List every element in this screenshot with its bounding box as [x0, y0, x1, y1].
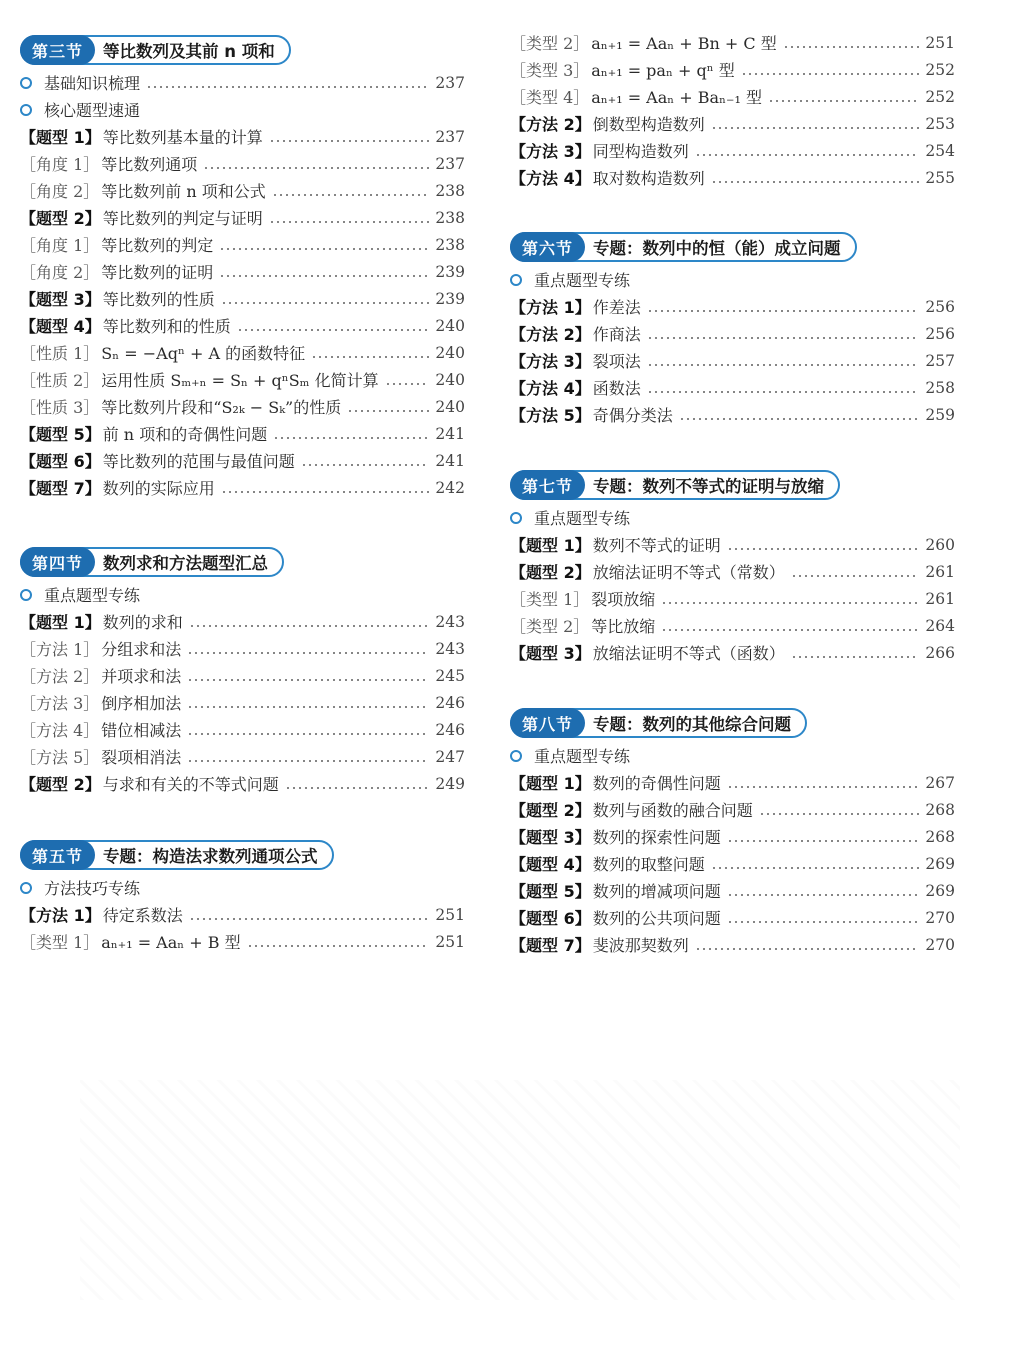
page-number: 237 [435, 154, 465, 173]
toc-entry[interactable] [20, 366, 465, 393]
toc-entry[interactable] [20, 150, 465, 177]
toc-entry-text: 等比数列通项 [101, 155, 198, 174]
toc-entry[interactable] [20, 928, 465, 955]
page-number: 245 [435, 666, 465, 685]
toc-heading-item[interactable] [20, 874, 465, 901]
page-number: 251 [925, 33, 955, 52]
page-number: 237 [435, 73, 465, 92]
toc-entry-tag: 【题型 7】 [20, 479, 101, 498]
dot-leader [679, 418, 920, 420]
toc-entry[interactable] [20, 608, 465, 635]
dot-leader [187, 679, 429, 681]
toc-entry-tag: 【题型 5】 [20, 425, 101, 444]
page-number: 270 [925, 935, 955, 954]
page-number: 255 [925, 168, 955, 187]
toc-entry[interactable] [510, 823, 955, 850]
circle-bullet-icon [20, 104, 32, 116]
dot-leader [791, 656, 920, 658]
toc-heading-item[interactable] [20, 69, 465, 96]
circle-bullet-icon [20, 77, 32, 89]
toc-entry[interactable] [510, 904, 955, 931]
toc-entry-text: 等比数列片段和“S₂ₖ − Sₖ”的性质 [101, 398, 342, 417]
toc-entry[interactable] [510, 83, 955, 110]
toc-entry-tag: ［类型 4］ [510, 88, 590, 107]
page-number: 256 [925, 297, 955, 316]
toc-entry-text: 与求和有关的不等式问题 [102, 775, 279, 794]
toc-entry-tag: ［类型 1］ [20, 933, 100, 952]
toc-heading [20, 876, 140, 899]
toc-entry-text: 等比放缩 [591, 617, 656, 636]
dot-leader [661, 629, 919, 631]
section-header [510, 470, 840, 500]
toc-entry-tag: ［方法 1］ [20, 640, 100, 659]
toc-entry-text: 倒序相加法 [101, 694, 182, 713]
dot-leader [146, 86, 429, 88]
toc-entry-tag: 【题型 2】 [510, 801, 591, 820]
section-title: 数列求和方法题型汇总 [103, 554, 269, 573]
dot-leader [285, 787, 430, 789]
faded-watermark [80, 1080, 960, 1300]
toc-entry[interactable] [510, 110, 955, 137]
toc-entry-text: 重点题型专练 [534, 747, 631, 766]
dot-leader [219, 275, 429, 277]
toc-entry[interactable] [510, 347, 955, 374]
toc-entry-text: 等比数列的证明 [101, 263, 214, 282]
dot-leader [203, 167, 429, 169]
toc-entry-text: 重点题型专练 [534, 271, 631, 290]
toc-entry[interactable] [510, 164, 955, 191]
section-badge: 第六节 [510, 232, 585, 262]
toc-entry[interactable] [510, 293, 955, 320]
toc-entry[interactable] [20, 635, 465, 662]
toc-entry-tag: ［性质 1］ [20, 344, 100, 363]
dot-leader [695, 154, 920, 156]
page-number: 257 [925, 351, 955, 370]
toc-entry-text: aₙ₊₁ = Aaₙ + B 型 [101, 933, 241, 952]
toc-entry[interactable] [510, 769, 955, 796]
dot-leader [727, 894, 920, 896]
toc-entry-text: 方法技巧专练 [44, 879, 141, 898]
toc-heading [20, 583, 140, 606]
circle-bullet-icon [510, 512, 522, 524]
dot-leader [269, 140, 430, 142]
dot-leader [647, 364, 920, 366]
toc-entry-text: 运用性质 Sₘ₊ₙ = Sₙ + qⁿSₘ 化简计算 [101, 371, 379, 390]
toc-heading-item[interactable] [510, 266, 955, 293]
toc-entry[interactable] [20, 258, 465, 285]
toc-entry[interactable] [20, 689, 465, 716]
page-number: 268 [925, 827, 955, 846]
toc-entry-tag: 【题型 4】 [510, 855, 591, 874]
toc-heading [510, 744, 630, 767]
dot-leader [187, 652, 429, 654]
toc-entry-text: 数列不等式的证明 [592, 536, 721, 555]
page-number: 256 [925, 324, 955, 343]
dot-leader [727, 548, 920, 550]
page-number: 241 [435, 424, 465, 443]
toc-entry-text: 数列的公共项问题 [592, 909, 721, 928]
toc-entry-text: 待定系数法 [102, 906, 183, 925]
dot-leader [237, 329, 430, 331]
toc-entry-tag: ［方法 4］ [20, 721, 100, 740]
page-number: 269 [925, 854, 955, 873]
toc-entry[interactable] [20, 770, 465, 797]
toc-entry-tag: 【题型 1】 [20, 613, 101, 632]
toc-entry-text: aₙ₊₁ = Aaₙ + Bn + C 型 [591, 34, 777, 53]
page-number: 258 [925, 378, 955, 397]
section-title: 等比数列及其前 n 项和 [103, 42, 275, 61]
dot-leader [272, 194, 430, 196]
toc-entry-tag: 【方法 2】 [510, 115, 591, 134]
toc-entry-text: 数列与函数的融合问题 [592, 801, 753, 820]
page-number: 251 [435, 905, 465, 924]
toc-entry[interactable] [510, 29, 955, 56]
toc-entry[interactable] [510, 401, 955, 428]
dot-leader [741, 73, 920, 75]
page-number: 239 [435, 262, 465, 281]
toc-entry-tag: ［方法 3］ [20, 694, 100, 713]
page-number: 269 [925, 881, 955, 900]
dot-leader [727, 921, 920, 923]
section-badge: 第五节 [20, 840, 95, 870]
toc-entry-text: 等比数列基本量的计算 [102, 128, 263, 147]
toc-entry-tag: 【题型 6】 [20, 452, 101, 471]
page-number: 268 [925, 800, 955, 819]
toc-entry[interactable] [20, 339, 465, 366]
toc-entry-text: 重点题型专练 [534, 509, 631, 528]
section-header [510, 708, 807, 738]
section-5-continued [510, 29, 955, 191]
toc-entry-text: 倒数型构造数列 [592, 115, 705, 134]
page-number: 254 [925, 141, 955, 160]
toc-entry-tag: 【方法 5】 [510, 406, 591, 425]
section-3 [20, 35, 465, 501]
toc-entry-tag: 【方法 3】 [510, 352, 591, 371]
toc-entry-tag: 【题型 6】 [510, 909, 591, 928]
section-header [20, 547, 284, 577]
toc-heading-item[interactable] [20, 581, 465, 608]
toc-entry[interactable] [20, 901, 465, 928]
page-number: 240 [435, 343, 465, 362]
section-badge: 第八节 [510, 708, 585, 738]
toc-entry-tag: 【方法 2】 [510, 325, 591, 344]
page-number: 242 [435, 478, 465, 497]
toc-entry-text: 函数法 [592, 379, 641, 398]
toc-entry[interactable] [510, 531, 955, 558]
page-number: 241 [435, 451, 465, 470]
toc-entry[interactable] [20, 662, 465, 689]
dot-leader [727, 786, 920, 788]
toc-entry-text: 作商法 [592, 325, 641, 344]
page-number: 253 [925, 114, 955, 133]
toc-entry-tag: 【方法 1】 [510, 298, 591, 317]
toc-entry-text: 数列的增减项问题 [592, 882, 721, 901]
dot-leader [187, 760, 429, 762]
section-5 [20, 840, 465, 955]
page-number: 266 [925, 643, 955, 662]
toc-entry-text: 重点题型专练 [44, 586, 141, 605]
toc-entry[interactable] [510, 558, 955, 585]
page-number: 260 [925, 535, 955, 554]
dot-leader [247, 945, 430, 947]
dot-leader [759, 813, 920, 815]
toc-entry-tag: ［角度 2］ [20, 263, 100, 282]
toc-entry-tag: 【题型 7】 [510, 936, 591, 955]
toc-entry-tag: 【题型 1】 [20, 128, 101, 147]
toc-entry-tag: ［角度 2］ [20, 182, 100, 201]
toc-entry-tag: ［类型 3］ [510, 61, 590, 80]
toc-entry[interactable] [510, 374, 955, 401]
page-number: 239 [435, 289, 465, 308]
toc-entry-tag: 【方法 4】 [510, 169, 591, 188]
toc-entry-text: 等比数列的判定与证明 [102, 209, 263, 228]
toc-entry[interactable] [20, 204, 465, 231]
page-number: 238 [435, 235, 465, 254]
toc-entry[interactable] [20, 123, 465, 150]
dot-leader [661, 602, 919, 604]
section-title: 专题：构造法求数列通项公式 [103, 847, 318, 866]
toc-entry[interactable] [20, 393, 465, 420]
toc-entry[interactable] [20, 231, 465, 258]
toc-entry[interactable] [510, 56, 955, 83]
section-7 [510, 470, 955, 666]
toc-entry-text: 斐波那契数列 [592, 936, 689, 955]
toc-entry-tag: 【题型 3】 [510, 828, 591, 847]
dot-leader [221, 491, 430, 493]
toc-entry-text: 等比数列的范围与最值问题 [102, 452, 295, 471]
toc-entry-text: 前 n 项和的奇偶性问题 [102, 425, 268, 444]
page-number: 246 [435, 693, 465, 712]
page-number: 240 [435, 370, 465, 389]
page-number: 251 [435, 932, 465, 951]
section-header [510, 232, 857, 262]
toc-entry-text: 奇偶分类法 [592, 406, 673, 425]
page-number: 267 [925, 773, 955, 792]
toc-entry-text: aₙ₊₁ = Aaₙ + Baₙ₋₁ 型 [591, 88, 762, 107]
page-number: 238 [435, 181, 465, 200]
toc-entry-tag: ［角度 1］ [20, 155, 100, 174]
toc-entry-tag: 【方法 1】 [20, 906, 101, 925]
toc-heading-item[interactable] [510, 504, 955, 531]
section-badge: 第三节 [20, 35, 95, 65]
section-title: 专题：数列的其他综合问题 [593, 715, 792, 734]
page-number: 243 [435, 639, 465, 658]
toc-entry[interactable] [20, 743, 465, 770]
toc-entry-text: 放缩法证明不等式（常数） [592, 563, 785, 582]
circle-bullet-icon [510, 274, 522, 286]
dot-leader [187, 733, 429, 735]
toc-entry-text: 数列的取整问题 [592, 855, 705, 874]
toc-entry[interactable] [510, 137, 955, 164]
page-number: 252 [925, 87, 955, 106]
toc-entry-tag: 【题型 1】 [510, 774, 591, 793]
dot-leader [311, 356, 429, 358]
page-number: 240 [435, 316, 465, 335]
page-number: 247 [435, 747, 465, 766]
toc-entry-tag: ［类型 1］ [510, 590, 590, 609]
toc-entry[interactable] [510, 796, 955, 823]
toc-entry-text: 等比数列的性质 [102, 290, 215, 309]
dot-leader [219, 248, 429, 250]
toc-heading [20, 71, 140, 94]
toc-entry[interactable] [20, 420, 465, 447]
toc-entry-tag: 【题型 2】 [20, 209, 101, 228]
dot-leader [695, 948, 920, 950]
toc-entry[interactable] [20, 312, 465, 339]
dot-leader [273, 437, 429, 439]
toc-entry-tag: ［类型 2］ [510, 34, 590, 53]
dot-leader [187, 706, 429, 708]
toc-entry-tag: 【题型 3】 [510, 644, 591, 663]
toc-entry-tag: 【题型 5】 [510, 882, 591, 901]
dot-leader [347, 410, 429, 412]
toc-entry-text: 裂项相消法 [101, 748, 182, 767]
page-number: 243 [435, 612, 465, 631]
section-8 [510, 708, 955, 958]
toc-entry-text: 裂项放缩 [591, 590, 656, 609]
dot-leader [647, 337, 920, 339]
page-number: 264 [925, 616, 955, 635]
dot-leader [783, 46, 920, 48]
toc-entry-text: 错位相减法 [101, 721, 182, 740]
page-number: 259 [925, 405, 955, 424]
toc-entry[interactable] [20, 474, 465, 501]
section-header [20, 35, 291, 65]
toc-entry-text: 并项求和法 [101, 667, 182, 686]
toc-entry[interactable] [510, 320, 955, 347]
toc-entry-tag: 【方法 4】 [510, 379, 591, 398]
dot-leader [221, 302, 430, 304]
toc-entry[interactable] [20, 285, 465, 312]
toc-entry-text: 等比数列和的性质 [102, 317, 231, 336]
page-number: 252 [925, 60, 955, 79]
toc-entry-tag: 【题型 1】 [510, 536, 591, 555]
toc-entry-tag: ［性质 2］ [20, 371, 100, 390]
toc-entry-text: 作差法 [592, 298, 641, 317]
dot-leader [647, 310, 920, 312]
page-number: 261 [925, 589, 955, 608]
toc-entry[interactable] [510, 931, 955, 958]
toc-heading [20, 98, 140, 121]
page-number: 240 [435, 397, 465, 416]
dot-leader [189, 918, 430, 920]
toc-entry-text: 数列的探索性问题 [592, 828, 721, 847]
dot-leader [301, 464, 430, 466]
toc-entry-text: 数列的求和 [102, 613, 183, 632]
toc-entry-text: 核心题型速通 [44, 101, 141, 120]
toc-entry-text: 等比数列的判定 [101, 236, 214, 255]
toc-entry-text: 基础知识梳理 [44, 74, 141, 93]
dot-leader [791, 575, 920, 577]
dot-leader [727, 840, 920, 842]
toc-entry-text: Sₙ = −Aqⁿ + A 的函数特征 [101, 344, 306, 363]
section-4 [20, 547, 465, 797]
toc-entry-tag: ［方法 5］ [20, 748, 100, 767]
dot-leader [711, 127, 920, 129]
toc-entry[interactable] [20, 716, 465, 743]
toc-entry-tag: 【题型 2】 [20, 775, 101, 794]
toc-entry-tag: ［方法 2］ [20, 667, 100, 686]
section-title: 专题：数列中的恒（能）成立问题 [593, 239, 841, 258]
toc-entry[interactable] [20, 177, 465, 204]
page-number: 238 [435, 208, 465, 227]
section-6 [510, 232, 955, 428]
toc-heading-item[interactable] [20, 96, 465, 123]
toc-entry-text: 裂项法 [592, 352, 641, 371]
toc-entry-tag: 【题型 3】 [20, 290, 101, 309]
dot-leader [189, 625, 430, 627]
toc-entry-text: 同型构造数列 [592, 142, 689, 161]
toc-entry[interactable] [510, 639, 955, 666]
dot-leader [647, 391, 920, 393]
toc-entry-tag: ［性质 3］ [20, 398, 100, 417]
page-number: 270 [925, 908, 955, 927]
toc-entry[interactable] [510, 612, 955, 639]
toc-entry-text: 放缩法证明不等式（函数） [592, 644, 785, 663]
toc-entry[interactable] [510, 850, 955, 877]
toc-entry-tag: 【方法 3】 [510, 142, 591, 161]
section-badge: 第七节 [510, 470, 585, 500]
toc-heading [510, 506, 630, 529]
toc-entry-text: 等比数列前 n 项和公式 [101, 182, 266, 201]
toc-entry-text: 取对数构造数列 [592, 169, 705, 188]
dot-leader [711, 867, 920, 869]
toc-entry-text: aₙ₊₁ = paₙ + qⁿ 型 [591, 61, 735, 80]
toc-entry-tag: 【题型 2】 [510, 563, 591, 582]
page-number: 237 [435, 127, 465, 146]
page-number: 246 [435, 720, 465, 739]
circle-bullet-icon [510, 750, 522, 762]
toc-entry[interactable] [510, 585, 955, 612]
circle-bullet-icon [20, 589, 32, 601]
page-number: 249 [435, 774, 465, 793]
toc-entry-tag: ［类型 2］ [510, 617, 590, 636]
section-title: 专题：数列不等式的证明与放缩 [593, 477, 825, 496]
section-header [20, 840, 334, 870]
section-badge: 第四节 [20, 547, 95, 577]
dot-leader [711, 181, 920, 183]
toc-entry-text: 数列的奇偶性问题 [592, 774, 721, 793]
dot-leader [269, 221, 430, 223]
dot-leader [385, 383, 430, 385]
circle-bullet-icon [20, 882, 32, 894]
toc-entry-tag: 【题型 4】 [20, 317, 101, 336]
toc-entry-text: 分组求和法 [101, 640, 182, 659]
toc-entry-tag: ［角度 1］ [20, 236, 100, 255]
toc-heading-item[interactable] [510, 742, 955, 769]
toc-entry[interactable] [20, 447, 465, 474]
page-number: 261 [925, 562, 955, 581]
toc-entry[interactable] [510, 877, 955, 904]
toc-entry-text: 数列的实际应用 [102, 479, 215, 498]
dot-leader [768, 100, 919, 102]
toc-heading [510, 268, 630, 291]
